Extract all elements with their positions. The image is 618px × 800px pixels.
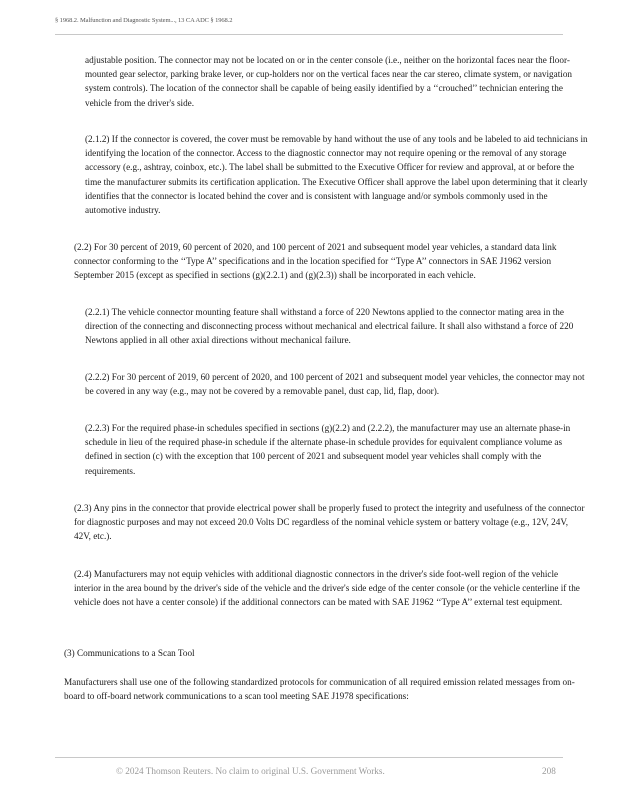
paragraph-2-2: (2.2) For 30 percent of 2019, 60 percent of 2020, and 100 percent of 2021 and subsequent model year vehicles, a standard data link connector conforming to the ‘‘Type A’’ specifications and in the location specified for ‘‘Type A’’ connectors in SAE J1962 version September 2015 (except as specified in sections (g)(2.2.1) and (g)(2.3)) shall be incorporated in each vehicle. bbox=[74, 242, 557, 281]
section-heading-3: (3) Communications to a Scan Tool bbox=[64, 648, 195, 658]
paragraph-3-intro: Manufacturers shall use one of the following standardized protocols for communication of all required emission related messages from on-board to off-board network communications to a scan tool meeting SAE J1978 specifications: bbox=[64, 677, 575, 702]
paragraph-connector-location: adjustable position. The connector may not be located on or in the center console (i.e., neither on the horizontal faces near the floor-mounted gear selector, parking brake lever, or cup-holders nor on the vertical faces near the car stereo, climate system, or navigation system controls). The location of the connector shall be capable of being easily identified by a ‘‘crouched’’ technician entering the vehicle from the driver's side. bbox=[85, 55, 573, 108]
paragraph-2-1-2: (2.1.2) If the connector is covered, the cover must be removable by hand without the use of any tools and be labeled to aid technicians in identifying the location of the connector. Access to the diagnostic connector may not require opening or the removal of any storage accessory (e.g., ashtray, coinbox, etc.). The label shall be submitted to the Executive Officer for review and approval, at or before the time the manufacturer submits its certification application. The Executive Officer shall approve the label upon determining that it clearly identifies that the connector is located behind the cover and is consistent with language and/or symbols commonly used in the automotive industry. bbox=[85, 134, 588, 216]
paragraph-2-2-1: (2.2.1) The vehicle connector mounting feature shall withstand a force of 220 Newtons applied to the connector mating area in the direction of the connecting and disconnecting process without mechanical and electrical failure. It shall also withstand a force of 220 Newtons applied in all other axial directions without mechanical failure. bbox=[85, 307, 574, 346]
footer-divider bbox=[55, 757, 563, 758]
paragraph-2-4: (2.4) Manufacturers may not equip vehicles with additional diagnostic connectors in the driver's side foot-well region of the vehicle interior in the area bound by the driver's side of the vehicle and the driver's side edge of the center console (or the vehicle centerline if the vehicle does not have a center console) if the additional connectors can be mated with SAE J1962 ‘‘Type A’’ external test equipment. bbox=[74, 569, 580, 608]
paragraph-2-3: (2.3) Any pins in the connector that provide electrical power shall be properly fused to protect the integrity and usefulness of the connector for diagnostic purposes and may not exceed 20.0 Volts DC regardless of the nominal vehicle system or battery voltage (e.g., 12V, 24V, 42V, etc.). bbox=[74, 503, 585, 542]
page-number: 208 bbox=[542, 766, 556, 776]
header-divider bbox=[55, 34, 563, 35]
paragraph-2-2-2: (2.2.2) For 30 percent of 2019, 60 percent of 2020, and 100 percent of 2021 and subsequent model year vehicles, the connector may not be covered in any way (e.g., may not be covered by a removable panel, dust cap, lid, flap, door). bbox=[85, 372, 585, 397]
paragraph-2-2-3: (2.2.3) For the required phase-in schedules specified in sections (g)(2.2) and (2.2.2), the manufacturer may use an alternate phase-in schedule in lieu of the required phase-in schedule if the alternate phase-in schedule provides for equivalent compliance volume as defined in section (c) with the exception that 100 percent of 2021 and subsequent model year vehicles shall comply with the requirements. bbox=[85, 423, 571, 476]
running-header: § 1968.2. Malfunction and Diagnostic System..., 13 CA ADC § 1968.2 bbox=[55, 17, 233, 24]
copyright-notice: © 2024 Thomson Reuters. No claim to original U.S. Government Works. bbox=[116, 766, 385, 776]
